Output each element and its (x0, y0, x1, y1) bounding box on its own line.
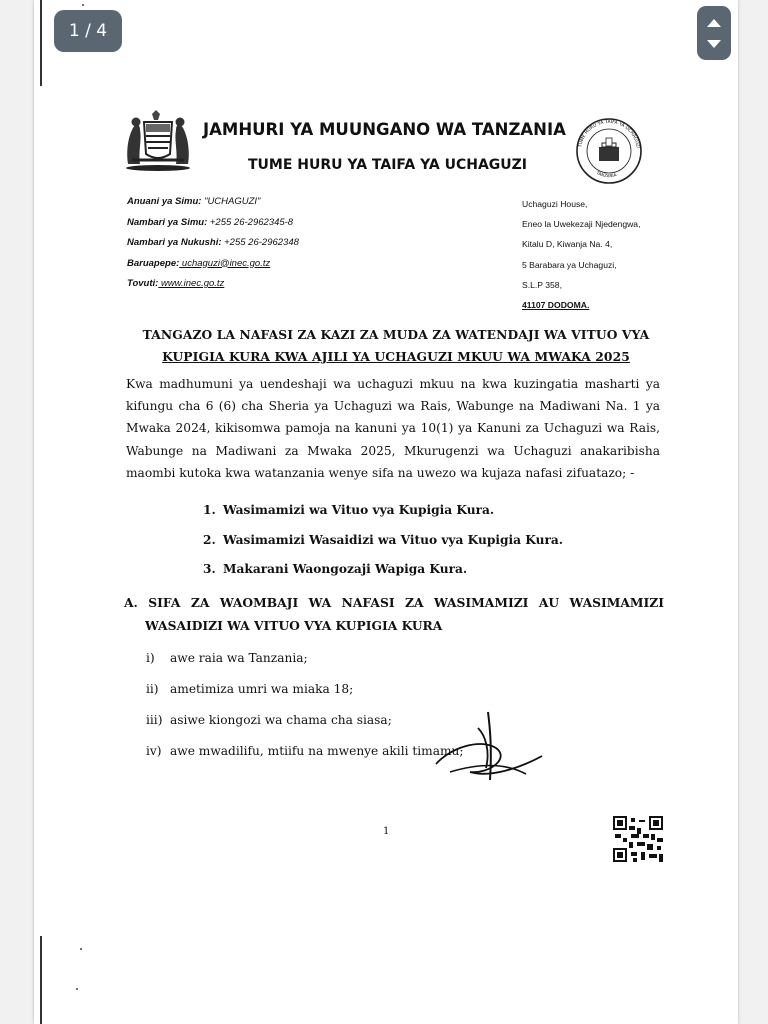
paragraph-line: maombi kutoka kwa watanzania wenye sifa na uwezo wa kujaza nafasi zifuatazo; - (126, 465, 635, 480)
list-item: ii) ametimiza umri wa miaka 18; (146, 682, 354, 696)
tanzania-coat-of-arms-icon (122, 108, 194, 172)
contact-row: Nambari ya Simu: +255 26-2962345-8 (127, 216, 294, 228)
email-link[interactable]: uchaguzi@inec.go.tz (179, 257, 271, 269)
binding-edge (40, 936, 42, 1024)
address-line: Kitalu D, Kiwanja Na. 4, (522, 239, 613, 250)
paragraph-line: Mwaka 2024, kikisomwa pamoja na kanuni ya 10(1) ya Kanuni za Uchaguzi wa Rais, (126, 421, 660, 436)
address-line: S.L.P 358, (522, 279, 562, 290)
list-item: iv) awe mwadilifu, mtiifu na mwenye akili timamu; (146, 744, 464, 758)
address-line: Uchaguzi House, (522, 199, 588, 209)
commission-heading: TUME HURU YA TAIFA YA UCHAGUZI (248, 157, 527, 173)
signature-icon (430, 708, 545, 788)
scan-speck (76, 988, 78, 990)
list-item: 1. Wasimamizi wa Vituo vya Kupigia Kura. (203, 503, 495, 517)
page-counter (54, 10, 122, 52)
positions-list (203, 496, 603, 585)
contact-row: Baruapepe: uchaguzi@inec.go.tz (127, 257, 271, 269)
intro-paragraph (126, 373, 660, 484)
section-a-heading (124, 592, 664, 637)
country-heading: JAMHURI YA MUUNGANO WA TANZANIA (203, 120, 566, 139)
section-heading-line: A. SIFA ZA WAOMBAJI WA NAFASI ZA WASIMAMIZI AU WASIMAMIZI (124, 595, 664, 610)
contact-details (127, 192, 427, 295)
contact-row: Tovuti: www.inec.go.tz (127, 278, 225, 289)
commission-seal-icon (568, 116, 650, 186)
announcement-title: TANGAZO LA NAFASI ZA KAZI ZA MUDA ZA WATENDAJI WA VITUO VYA (142, 327, 650, 342)
chevron-up-icon[interactable] (707, 19, 721, 27)
section-heading-line: WASAIDIZI WA VITUO VYA KUPIGIA KURA (145, 617, 443, 633)
seal-text: TUME HURU YA TAIFA YA UCHAGUZI (578, 119, 640, 149)
list-item: iii) asiwe kiongozi wa chama cha siasa; (146, 713, 392, 727)
scan-speck (80, 948, 82, 950)
binding-edge (40, 0, 42, 86)
contact-row: Nambari ya Nukushi: +255 26-2962348 (127, 237, 299, 248)
list-item: 2. Wasimamizi Wasaidizi wa Vituo vya Kupigia Kura. (203, 532, 564, 547)
seal-bottom-text: TANZANIA (595, 169, 617, 179)
page-counter-text: 1 / 4 (68, 21, 108, 41)
address-line: Eneo la Uwekezaji Njedengwa, (522, 219, 641, 230)
paragraph-line: Wabunge na Madiwani za Mwaka 2025, Mkurugenzi wa Uchaguzi anakaribisha (126, 443, 660, 458)
page-number: 1 (383, 826, 390, 837)
list-item: 3. Makarani Waongozaji Wapiga Kura. (203, 562, 468, 576)
qr-code-icon (613, 816, 663, 862)
chevron-down-icon[interactable] (707, 40, 721, 48)
address-line: 41107 DODOMA. (522, 299, 590, 310)
page-navigator[interactable] (697, 6, 731, 60)
contact-row: Anuani ya Simu: "UCHAGUZI" (127, 196, 261, 207)
paragraph-line: kifungu cha 6 (6) cha Sheria ya Uchaguzi wa Rais, Wabunge na Madiwani Na. 1 ya (126, 399, 660, 414)
postal-address (522, 194, 682, 315)
list-item: i) awe raia wa Tanzania; (146, 651, 308, 665)
address-line: 5 Barabara ya Uchaguzi, (522, 259, 617, 270)
website-link[interactable]: www.inec.go.tz (158, 278, 225, 289)
paragraph-line: Kwa madhumuni ya uendeshaji wa uchaguzi mkuu na kwa kuzingatia masharti ya (126, 377, 660, 391)
announcement-subtitle: KUPIGIA KURA KWA AJILI YA UCHAGUZI MKUU WA MWAKA 2025 (162, 349, 630, 364)
scan-speck (82, 4, 84, 6)
